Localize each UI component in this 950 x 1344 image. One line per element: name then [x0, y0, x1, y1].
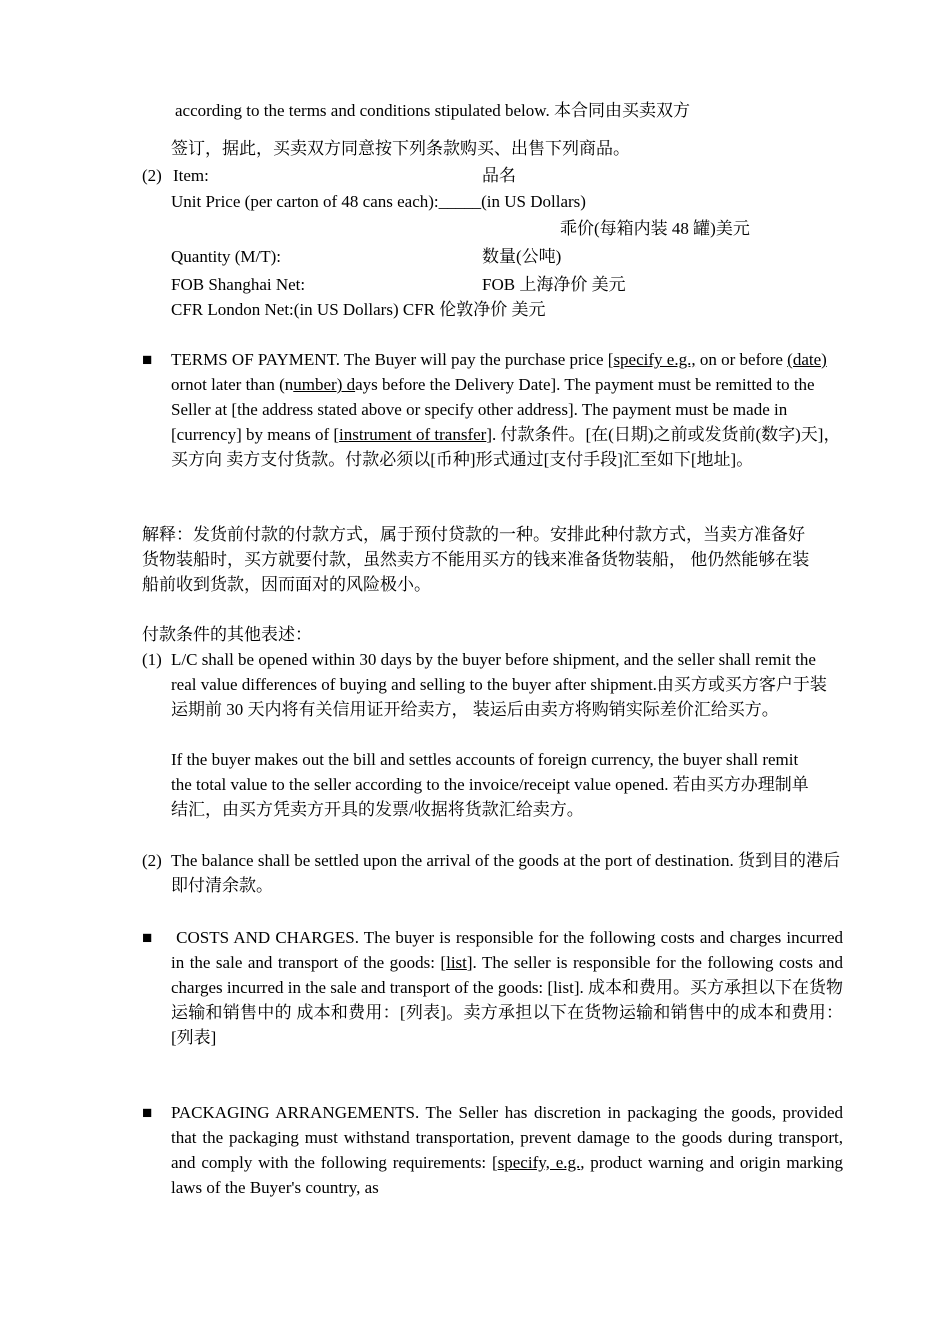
bullet-square-icon: ■ [142, 350, 153, 369]
unit-price-blank: _____ [438, 192, 482, 211]
unit-price-line [171, 189, 586, 214]
other-terms-item-1: (1) L/C shall be opened within 30 days by the buyer before shipment, and the seller shall remit the real value differences of buying and selling to the buyer after shipment.由买方或买方客户于装运期前 30 天内将有关信用证开给卖方， 装运后由卖方将购销实际差价汇给买方。 [142, 650, 827, 719]
quantity-label-cn: 数量(公吨) [482, 247, 562, 266]
terms-of-payment-paragraph: ■ TERMS OF PAYMENT. The Buyer will pay the purchase price [specify e.g., on or before (date) ornot later than (number) days before the Delivery Date]. The payment must be remitted to the Seller at [the address stated above or specify other address]. The payment must be made in [currency] by means of [instrument of transfer]. 付款条件。[在(日期)之前或发货前(数字)天]，买方向 卖方支付货款。付款必须以[币种]形式通过[支付手段]汇至如下[地址]。 [142, 347, 843, 472]
cfr-label: CFR London Net:(in US Dollars) CFR 伦敦净价 美元 [171, 300, 546, 319]
item-label: Item: [173, 166, 209, 185]
costs-and-charges-paragraph: ■ COSTS AND CHARGES. The buyer is responsible for the following costs and charges incurred in the sale and transport of the goods: [list]. The seller is responsible for the following costs and charges incurred in the sale and transport of the goods: [list]. 成本和费用。买方承担以下在货物运输和销售中的 成本和费用：[列表]。卖方承担以下在货物运输和销售中的成本和费用：[列表] [142, 925, 843, 1050]
unit-price-suffix: (in US Dollars) [481, 192, 586, 211]
explanation-paragraph: 解释：发货前付款的付款方式，属于预付贷款的一种。安排此种付款方式，当卖方准备好货物装船时，买方就要付款，虽然卖方不能用买方的钱来准备货物装船， 他仍然能够在装船前收到货款，因而面对的风险极小。 [142, 525, 810, 594]
item-number: (2) [142, 166, 162, 185]
intro-line-1: according to the terms and conditions stipulated below. 本合同由买卖双方 [175, 101, 690, 120]
intro-line-2: 签订，据此，买卖双方同意按下列条款购买、出售下列商品。 [171, 139, 630, 158]
packaging-arrangements-paragraph: ■ PACKAGING ARRANGEMENTS. The Seller has discretion in packaging the goods, provided that the packaging must withstand transportation, prevent damage to the goods during transport, and comply with the following requirements: [specify, e.g., product warning and origin marking laws of the Buyer's country, as [142, 1100, 843, 1200]
other-terms-item-1-continued: If the buyer makes out the bill and settles accounts of foreign currency, the buyer shall remit the total value to the seller according to the invoice/receipt value opened. 若由买方办理制单结汇，由买方凭卖方开具的发票/收据将货款汇给卖方。 [171, 750, 809, 819]
fob-label: FOB Shanghai Net: [171, 275, 306, 294]
quantity-label: Quantity (M/T): [171, 247, 282, 266]
unit-price-label: Unit Price (per carton of 48 cans each): [171, 192, 439, 211]
fob-label-cn: FOB 上海净价 美元 [482, 275, 626, 294]
bullet-square-icon: ■ [142, 928, 153, 947]
item-label-cn: 品名 [482, 166, 516, 185]
other-terms-item-2: (2) The balance shall be settled upon the arrival of the goods at the port of destination. 货到目的港后即付清余款。 [142, 851, 840, 895]
unit-price-cn: 乖价(每箱内装 48 罐)美元 [560, 219, 750, 238]
other-terms-heading: 付款条件的其他表述： [142, 625, 312, 644]
bullet-square-icon: ■ [142, 1103, 153, 1122]
